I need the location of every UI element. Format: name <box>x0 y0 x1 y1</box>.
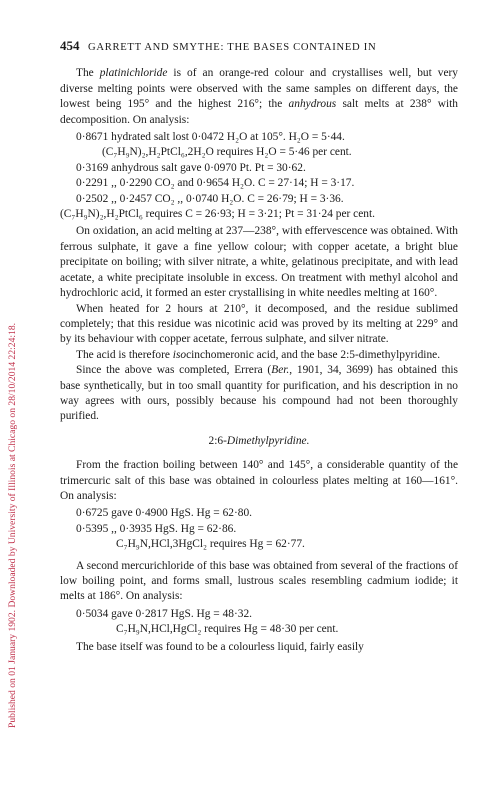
analysis-line: 0·2502 ,, 0·2457 CO₂ ,, 0·0740 H₂O. C = 26·79; H = 3·36. <box>76 192 344 205</box>
italic-term: platinichloride <box>99 67 168 80</box>
paragraph-mercurichloride: A second mercurichloride of this base was obtained from several of the fractions of low boiling point, and forms small, lustrous scales resembling cadmium iodide; it melts at 186°. On analysis: <box>60 559 458 603</box>
section-heading <box>60 434 458 449</box>
paragraph-fraction: From the fraction boiling between 140° and 145°, a considerable quantity of the trimercuric salt of this base was obtained in colourless plates melting at 160—161°. On analysis: <box>60 459 458 502</box>
page-number: 454 <box>60 38 80 53</box>
italic-term: anhydrous <box>288 98 337 111</box>
analysis-line: 0·5395 ,, 0·3935 HgS. Hg = 62·86. <box>76 522 237 535</box>
text: The <box>76 67 100 80</box>
provenance-watermark <box>2 40 18 740</box>
paragraph-conclusion <box>60 348 458 363</box>
analysis-line: (C₇H₉N)₂,H₂PtCl₆ requires C = 26·93; H = 3·21; Pt = 31·24 per cent. <box>60 208 375 221</box>
text: The acid is therefore <box>76 348 173 361</box>
analysis-line: 0·5034 gave 0·2817 HgS. Hg = 48·32. <box>76 607 252 620</box>
italic-prefix: iso <box>172 348 187 361</box>
running-title: GARRETT AND SMYTHE: THE BASES CONTAINED IN <box>88 42 377 53</box>
running-header <box>60 38 458 55</box>
paragraph-platinichloride <box>60 66 458 128</box>
journal-abbrev: Ber. <box>271 364 290 377</box>
analysis-line: 0·8671 hydrated salt lost 0·0472 H₂O at 105°. H₂O = 5·44. <box>76 131 345 144</box>
text: Since the above was completed, Errera ( <box>76 364 272 377</box>
paragraph-base: The base itself was found to be a colourless liquid, fairly easily <box>76 640 364 653</box>
analysis-line: 0·2291 ,, 0·2290 CO₂ and 0·9654 H₂O. C = 27·14; H = 3·17. <box>76 177 355 190</box>
paragraph-errera <box>60 363 458 425</box>
heading-name: Dimethylpyridine. <box>226 434 310 447</box>
paragraph-heating: When heated for 2 hours at 210°, it decomposed, and the residue sublimed completely; that this residue was nicotinic acid was proved by its melting at 229° and by its behaviour with copper acetate, ferrous sulphate, and silver nitrate. <box>60 302 458 346</box>
provenance-text: Published on 01 January 1902. Downloaded by University of Illinois at Chicago on 28/10/2014 22:24:18. <box>7 322 18 728</box>
paragraph-oxidation: On oxidation, an acid melting at 237—238°, with effervescence was obtained. With ferrous sulphate, it gave a fine yellow colour; with copper acetate, a bright blue precipitate on boiling; with silver nitrate, a white, gelatinous precipitate, and with lead acetate, a white precipitate insoluble in excess. On treatment with methyl alcohol and hydrochloric acid, it formed an ester crystallising in white needles melting at 160°. <box>60 225 458 300</box>
analysis-line: 0·3169 anhydrous salt gave 0·0970 Pt. Pt = 30·62. <box>76 161 306 174</box>
page-body <box>60 38 458 655</box>
analysis-line: C₇H₉N,HCl,HgCl₂ requires Hg = 48·30 per cent. <box>116 623 339 636</box>
text: , 1901, 34, 3699) has obtained this base synthetically, but in too small quantity for purification, and his description in no way agrees with ours, possibly because his compound had not been thoroughly purified. <box>60 364 458 423</box>
analysis-line: C₇H₉N,HCl,3HgCl₂ requires Hg = 62·77. <box>116 538 305 551</box>
text: salt melts at 238° with decomposition. On analysis: <box>60 98 458 126</box>
analysis-line: 0·6725 gave 0·4900 HgS. Hg = 62·80. <box>76 507 252 520</box>
heading-number: 2:6- <box>208 434 227 447</box>
text: cinchomeronic acid, and the base 2:5-dimethylpyridine. <box>186 348 441 361</box>
text: is of an orange-red colour and crystallises well, but very diverse melting points were observed with the same samples on different days, the lowest being 195° and the highest 216°; the <box>60 67 458 111</box>
analysis-line: (C₇H₉N)₂,H₂PtCl₆,2H₂O requires H₂O = 5·46 per cent. <box>102 146 352 159</box>
